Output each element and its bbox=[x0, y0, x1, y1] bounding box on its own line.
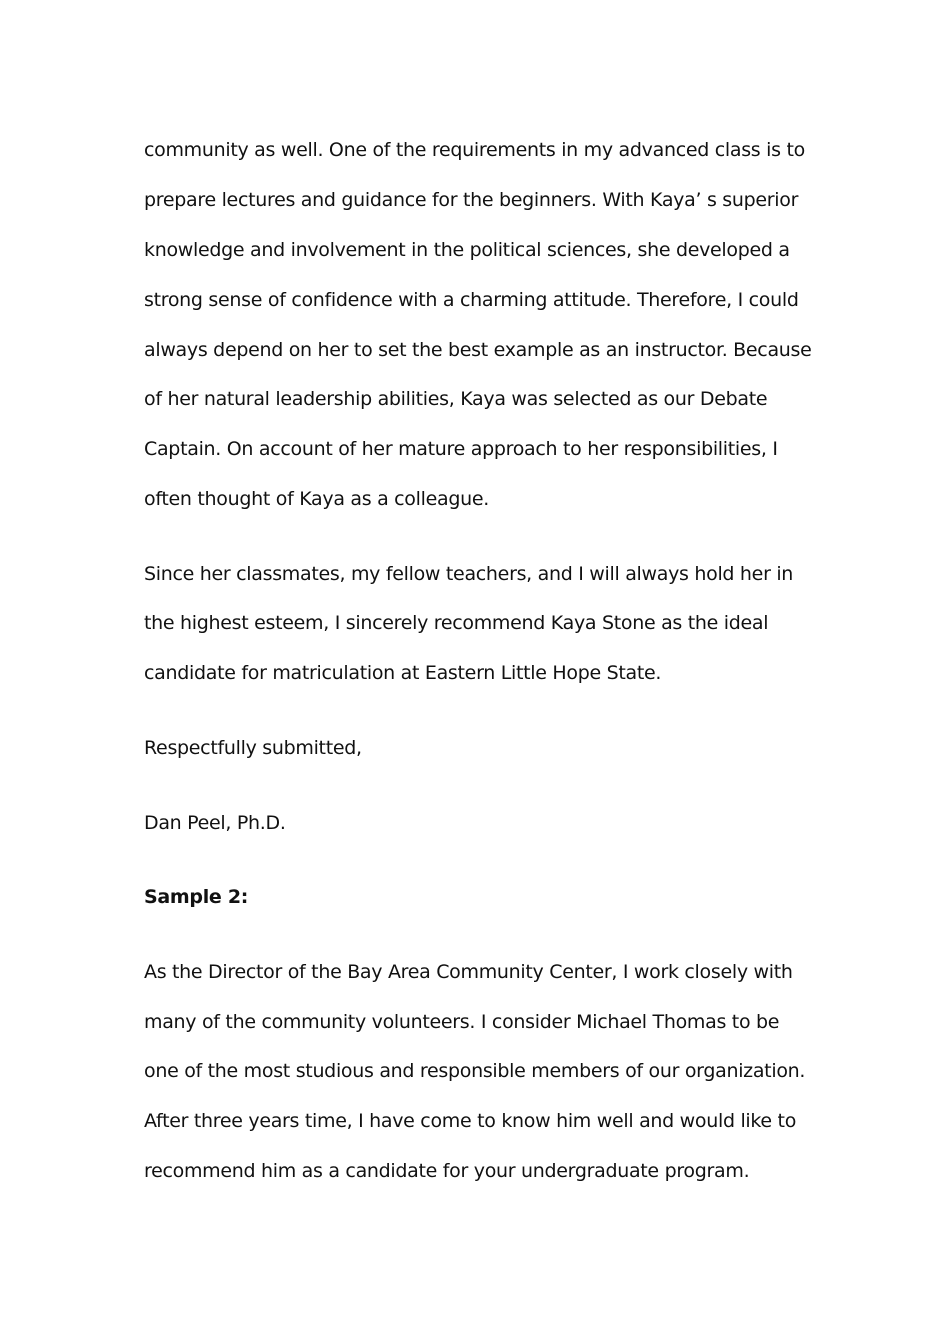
text-line: After three years time, I have come to know him well and would like to bbox=[144, 1110, 797, 1132]
text-line: community as well. One of the requirements in my advanced class is to bbox=[144, 139, 805, 161]
text-line: the highest esteem, I sincerely recommend Kaya Stone as the ideal bbox=[144, 612, 769, 634]
text-line: always depend on her to set the best example as an instructor. Because bbox=[144, 339, 812, 361]
sample-heading: Sample 2: bbox=[144, 886, 249, 908]
text-line: Since her classmates, my fellow teachers, and I will always hold her in bbox=[144, 563, 794, 585]
letter-signature: Dan Peel, Ph.D. bbox=[144, 812, 286, 834]
text-line: one of the most studious and responsible members of our organization. bbox=[144, 1060, 806, 1082]
text-line: often thought of Kaya as a colleague. bbox=[144, 488, 489, 510]
text-line: knowledge and involvement in the political sciences, she developed a bbox=[144, 239, 790, 261]
text-line: of her natural leadership abilities, Kaya was selected as our Debate bbox=[144, 388, 768, 410]
text-line: Captain. On account of her mature approach to her responsibilities, I bbox=[144, 438, 778, 460]
text-line: prepare lectures and guidance for the beginners. With Kaya’ s superior bbox=[144, 189, 799, 211]
text-line: recommend him as a candidate for your undergraduate program. bbox=[144, 1160, 750, 1182]
text-line: many of the community volunteers. I consider Michael Thomas to be bbox=[144, 1011, 780, 1033]
text-line: As the Director of the Bay Area Community Center, I work closely with bbox=[144, 961, 793, 983]
text-line: candidate for matriculation at Eastern Little Hope State. bbox=[144, 662, 662, 684]
letter-closing: Respectfully submitted, bbox=[144, 737, 362, 759]
text-line: strong sense of confidence with a charming attitude. Therefore, I could bbox=[144, 289, 799, 311]
